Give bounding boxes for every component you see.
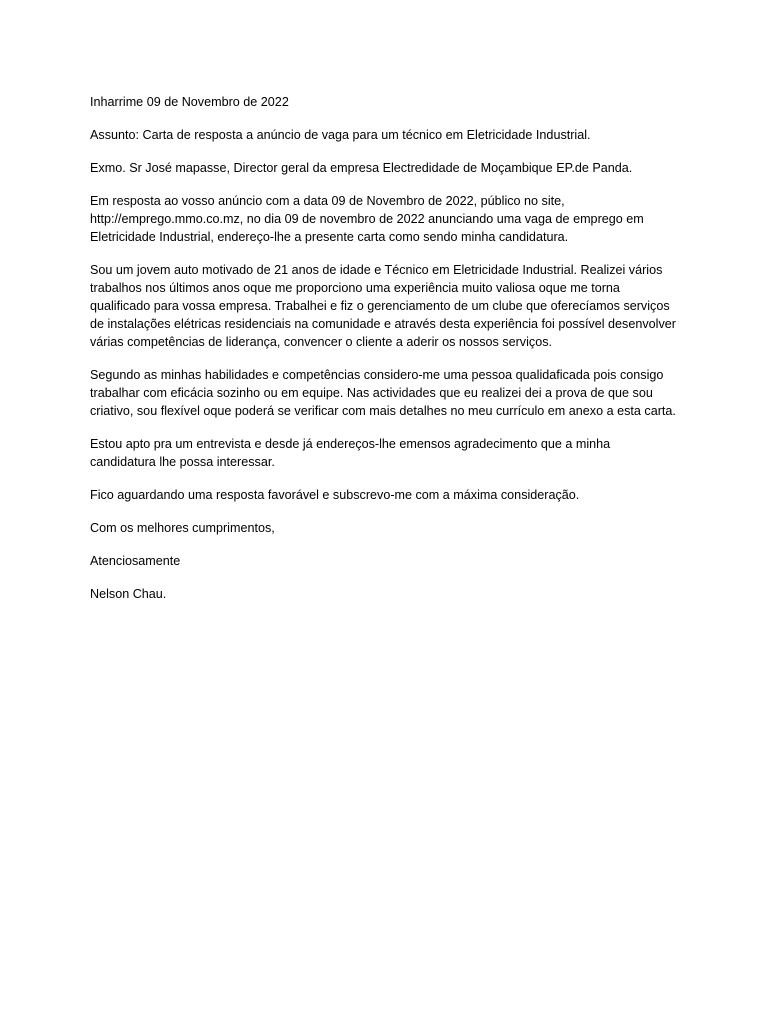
letter-body — [90, 93, 690, 618]
paragraph-line: Eletricidade Industrial, endereço-lhe a presente carta como sendo minha candidatura. — [90, 230, 569, 244]
paragraph-experience — [90, 261, 690, 351]
regards-line: Com os melhores cumprimentos, — [90, 521, 275, 535]
paragraph-line: Estou apto pra um entrevista e desde já endereços-lhe emensos agradecimento que a minha — [90, 437, 611, 451]
signature-name: Nelson Chau. — [90, 587, 167, 601]
paragraph-line: várias competências de liderança, convencer o cliente a aderir os nossos serviços. — [90, 335, 553, 349]
paragraph-line: de instalações elétricas residenciais na comunidade e através desta experiência foi possível desenvolver — [90, 317, 676, 331]
recipient-line: Exmo. Sr José mapasse, Director geral da empresa Electredidade de Moçambique EP.de Panda. — [90, 161, 633, 175]
paragraph-line: trabalhar com eficácia sozinho ou em equipe. Nas actividades que eu realizei dei a prova de que sou — [90, 386, 653, 400]
paragraph-line: http://emprego.mmo.co.mz, no dia 09 de novembro de 2022 anunciando uma vaga de emprego em — [90, 212, 644, 226]
paragraph-line: qualificado para vossa empresa. Trabalhei e fiz o gerenciamento de um clube que oferecíamos serviços — [90, 299, 670, 313]
paragraph-line: Segundo as minhas habilidades e competências considero-me uma pessoa qualidaficada pois consigo — [90, 368, 664, 382]
date-line: Inharrime 09 de Novembro de 2022 — [90, 95, 289, 109]
paragraph-line: Em resposta ao vosso anúncio com a data 09 de Novembro de 2022, público no site, — [90, 194, 565, 208]
paragraph-line: trabalhos nos últimos anos oque me proporciono uma experiência muito valiosa oque me torna — [90, 281, 620, 295]
paragraph-line: criativo, sou flexível oque poderá se verificar com mais detalhes no meu currículo em anexo a esta carta. — [90, 404, 676, 418]
sign-off: Atenciosamente — [90, 554, 181, 568]
paragraph-line: Sou um jovem auto motivado de 21 anos de idade e Técnico em Eletricidade Industrial. Realizei vários — [90, 263, 663, 277]
paragraph-skills — [90, 366, 690, 420]
paragraph-line: candidatura lhe possa interessar. — [90, 455, 275, 469]
subject-line: Assunto: Carta de resposta a anúncio de vaga para um técnico em Eletricidade Industrial. — [90, 128, 591, 142]
paragraph-availability — [90, 435, 690, 471]
closing-statement: Fico aguardando uma resposta favorável e subscrevo-me com a máxima consideração. — [90, 488, 580, 502]
paragraph-response — [90, 192, 690, 246]
